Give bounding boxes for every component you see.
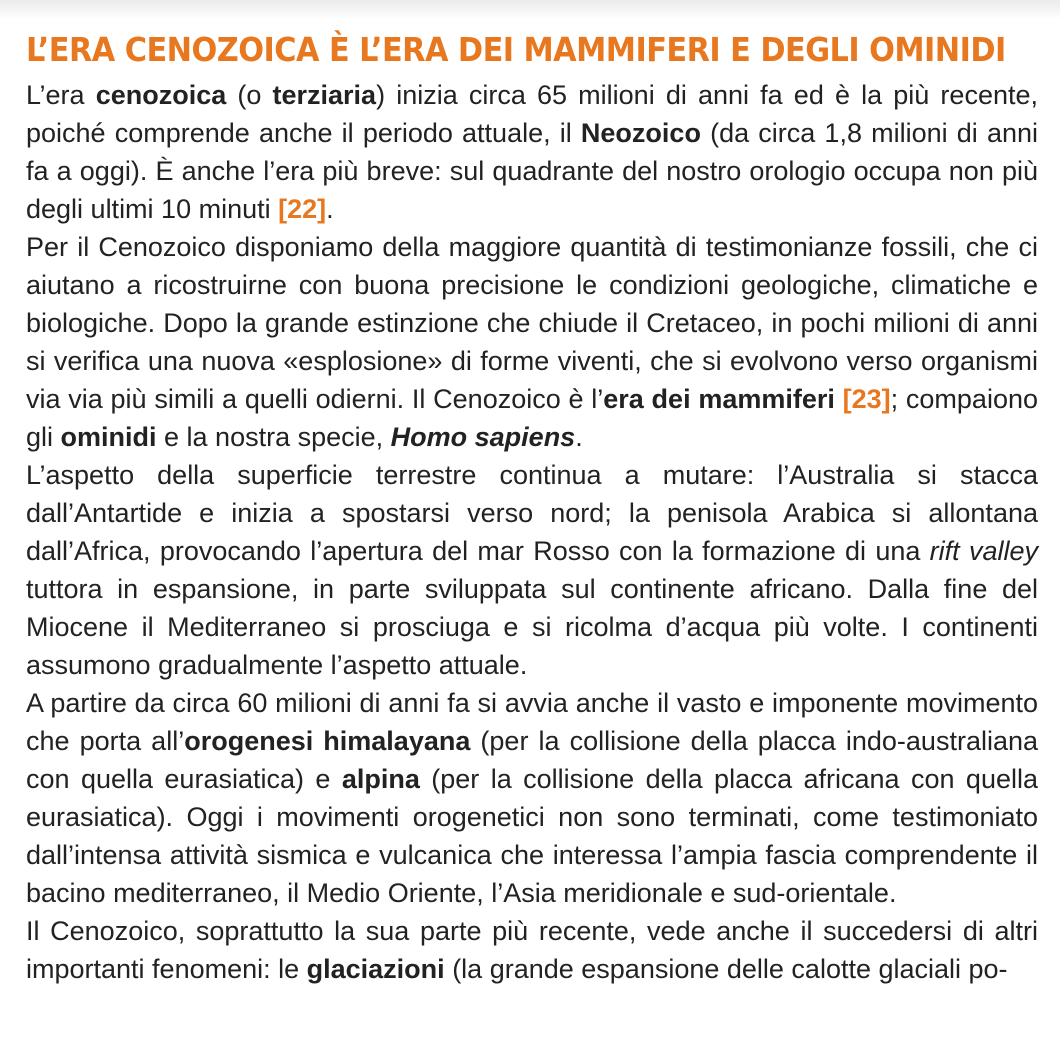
figure-ref-22[interactable]: [22] bbox=[278, 194, 327, 224]
paragraph-2: Per il Cenozoico disponiamo della maggiore quantità di testimonianze fossili, che ci aiutano a ricostruirne con buona precisione le condizioni geologiche, climatiche e biologiche. Dopo la grande estinzione che chiude il Cretaceo, in pochi milioni di anni si verifica una nuova «esplosione» di forme viventi, che si evolvono verso organismi via via più simili a quelli odierni. Il Cenozoico è l’era dei mammiferi [23]; compaiono gli ominidi e la nostra specie, Homo sapiens. bbox=[26, 232, 1038, 452]
term-alpina: alpina bbox=[341, 764, 420, 794]
term-homo-sapiens: Homo sapiens bbox=[390, 422, 576, 452]
term-ominidi: ominidi bbox=[60, 422, 157, 452]
term-rift-valley: rift valley bbox=[929, 536, 1038, 566]
figure-ref-23[interactable]: [23] bbox=[842, 384, 891, 414]
term-cenozoica: cenozoica bbox=[95, 80, 227, 110]
section-title: L’ERA CENOZOICA È L’ERA DEI MAMMIFERI E DEGLI OMINIDI bbox=[26, 30, 1006, 69]
paragraph-1: L’era cenozoica (o terziaria) inizia circa 65 milioni di anni fa ed è la più recente, poiché comprende anche il periodo attuale, il Neozoico (da circa 1,8 milioni di anni fa a oggi). È anche l’era più breve: sul quadrante del nostro orologio occupa non più degli ultimi 10 minuti [22]. bbox=[26, 80, 1038, 224]
paragraph-5: Il Cenozoico, soprattutto la sua parte più recente, vede anche il succedersi di altri importanti fenomeni: le glaciazioni (la grande espansione delle calotte glaciali po- bbox=[26, 916, 1038, 984]
term-era-mammiferi: era dei mammiferi bbox=[603, 384, 835, 414]
top-edge bbox=[0, 0, 1060, 18]
term-neozoico: Neozoico bbox=[580, 118, 701, 148]
paragraph-3: L’aspetto della superficie terrestre continua a mutare: l’Australia si stacca dall’Antartide e inizia a spostarsi verso nord; la penisola Arabica si allontana dall’Africa, provocando l’apertura del mar Rosso con la formazione di una rift valley tuttora in espansione, in parte sviluppata sul continente africano. Dalla fine del Miocene il Mediterraneo si prosciuga e si ricolma d’acqua più volte. I continenti assumono gradualmente l’aspetto attuale. bbox=[26, 460, 1038, 680]
body-text bbox=[26, 76, 1038, 988]
textbook-page bbox=[26, 26, 1038, 988]
term-glaciazioni: glaciazioni bbox=[306, 954, 445, 984]
paragraph-4: A partire da circa 60 milioni di anni fa si avvia anche il vasto e imponente movimento che porta all’orogenesi himalayana (per la collisione della placca indo-australiana con quella eurasiatica) e alpina (per la collisione della placca africana con quella eurasiatica). Oggi i movimenti orogenetici non sono terminati, come testimoniato dall’intensa attività sismica e vulcanica che interessa l’ampia fascia comprendente il bacino mediterraneo, il Medio Oriente, l’Asia meridionale e sud-orientale. bbox=[26, 688, 1039, 908]
term-orogenesi-himalayana: orogenesi himalayana bbox=[184, 726, 471, 756]
term-terziaria: terziaria bbox=[272, 80, 377, 110]
